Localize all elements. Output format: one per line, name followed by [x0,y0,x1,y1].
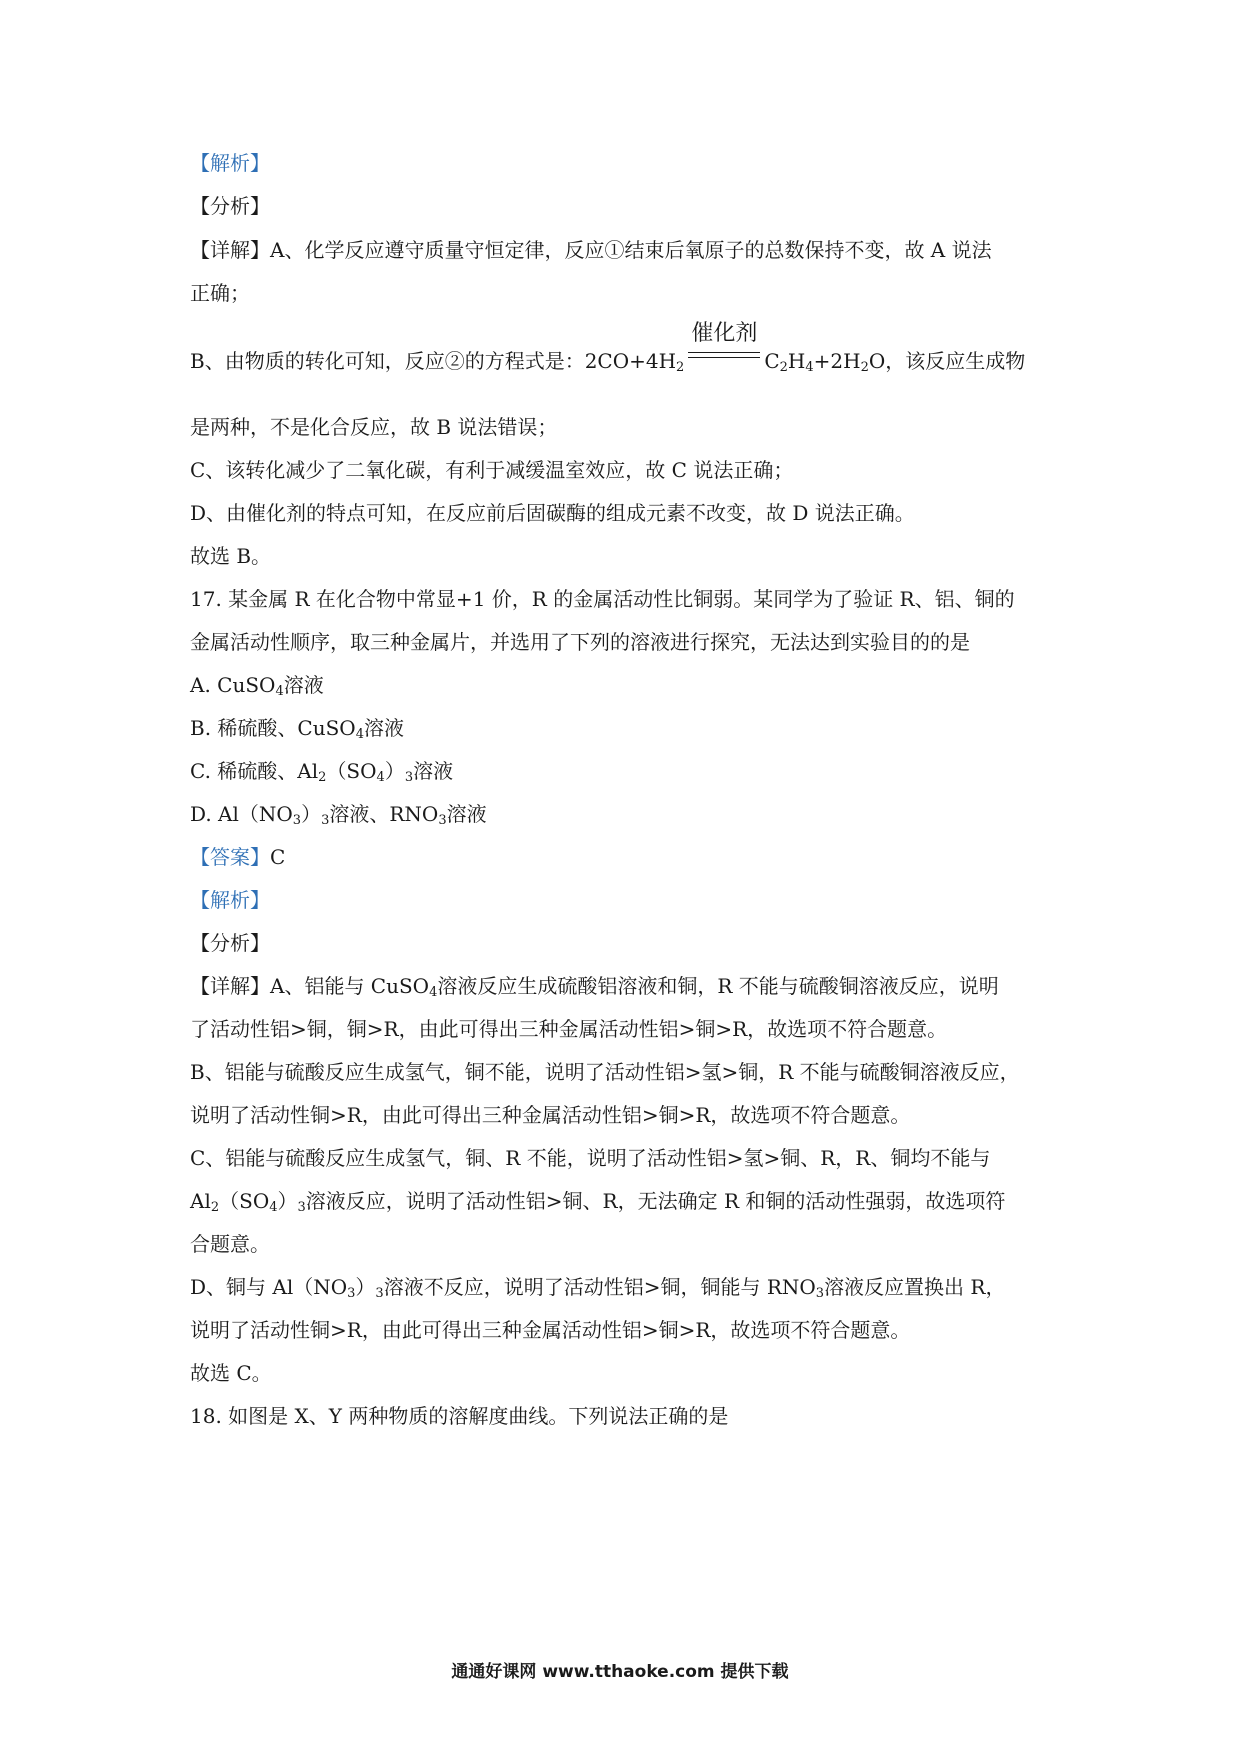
q17-detail-a-line1: 【详解】A、铝能与 CuSO$_4$溶液反应生成硫酸铝溶液和铜，R 不能与硫酸铜溶液反应，说明 [190,974,999,1000]
q17-detail-d-line1: D、铜与 $Al(NO_3)_3$溶液不反应，说明了活动性铝>铜，铜能与 $RNO_3$溶液反应置换出 R， [190,1275,1006,1301]
q18-stem: 18. 如图是 X、Y 两种物质的溶解度曲线。下列说法正确的是 [190,1404,729,1428]
q17-detail-d-line2: 说明了活动性铜>R，由此可得出三种金属活动性铝>铜>R，故选项不符合题意。 [190,1318,911,1342]
subscript: 2 [860,360,869,375]
page-footer: 通通好课网 www.tthaoke.com 提供下载 [451,1662,789,1682]
q17-option-b: B. 稀硫酸、CuSO$_4$溶液 [190,716,404,742]
q17-option-c: C. 稀硫酸、$Al_2(SO_4)_3$溶液 [190,759,454,785]
subscript: 2 [676,360,685,375]
q17-detail-c-line1: C、铝能与硫酸反应生成氢气，铜、R 不能，说明了活动性铝>氢>铜、R，R、铜均不能与 [190,1146,991,1170]
equation-product-c: C [764,349,780,373]
answer-label: 【答案】 [190,845,270,869]
catalyst-label: 催化剂 [691,321,758,346]
q16-detail-b-line2: 是两种，不是化合反应，故 B 说法错误； [190,415,558,439]
equation-prefix: B、由物质的转化可知，反应②的方程式是：2CO+4H [190,349,677,373]
q17-option-d: D. $Al(NO_3)_3$溶液、$RNO_3$溶液 [190,802,487,828]
q16-detail-a-line1: 【详解】A、化学反应遵守质量守恒定律，反应①结束后氧原子的总数保持不变，故 A 说法 [190,238,992,262]
q17-detail-b-line2: 说明了活动性铜>R，由此可得出三种金属活动性铝>铜>R，故选项不符合题意。 [190,1103,911,1127]
q17-fenxi-label: 【分析】 [190,931,270,955]
answer-value: C [270,845,286,869]
equation-mid: +2H [813,349,861,373]
q16-choose: 故选 B。 [190,544,272,568]
q16-detail-b-equation-line [190,321,1026,375]
q17-choose: 故选 C。 [190,1361,272,1385]
q17-detail-c-line2: $Al_2(SO_4)_3$溶液反应，说明了活动性铝>铜、R，无法确定 R 和铜的活动性强弱，故选项符 [190,1189,1006,1215]
subscript: 2 [779,360,788,375]
q17-detail-b-line1: B、铝能与硫酸反应生成氢气，铜不能，说明了活动性铝>氢>铜，R 不能与硫酸铜溶液反应， [190,1060,1020,1084]
q17-detail-c-line3: 合题意。 [190,1232,270,1256]
q16-analysis-label: 【解析】 [190,151,270,175]
q17-answer [190,843,285,871]
q17-stem-line2: 金属活动性顺序，取三种金属片，并选用了下列的溶液进行探究，无法达到实验目的的是 [190,630,970,654]
q17-option-a: A. CuSO$_4$溶液 [190,673,324,699]
subscript: 4 [805,360,814,375]
reaction-arrow [686,321,762,375]
equation-product-h: H [787,349,806,373]
q16-detail-c: C、该转化减少了二氧化碳，有利于减缓温室效应，故 C 说法正确； [190,458,794,482]
q17-analysis-label: 【解析】 [190,888,270,912]
equation-suffix: O，该反应生成物 [868,349,1026,373]
q16-detail-a-line2: 正确； [190,281,250,305]
q17-stem-line1: 17. 某金属 R 在化合物中常显+1 价，R 的金属活动性比铜弱。某同学为了验证 R、铝、铜的 [190,587,1015,611]
q17-detail-a-line2: 了活动性铝>铜，铜>R，由此可得出三种金属活动性铝>铜>R，故选项不符合题意。 [190,1017,948,1041]
q16-detail-d: D、由催化剂的特点可知，在反应前后固碳酶的组成元素不改变，故 D 说法正确。 [190,501,915,525]
q16-fenxi-label: 【分析】 [190,194,270,218]
